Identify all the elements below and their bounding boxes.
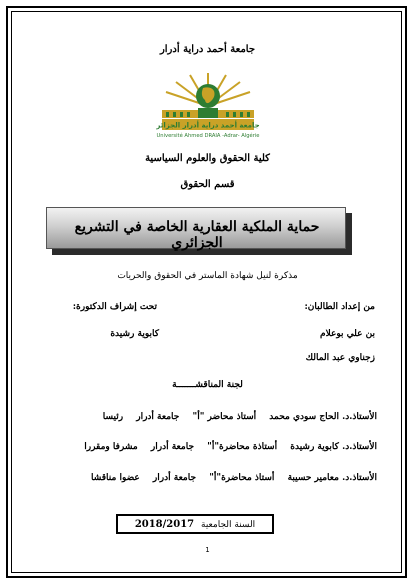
department-name: قسم الحقوق bbox=[180, 179, 235, 190]
university-name: جامعة أحمد دراية أدرار bbox=[159, 44, 256, 55]
degree-line: مذكرة لنيل شهادة الماستر في الحقوق والحريات bbox=[117, 271, 298, 281]
faculty-name: كلية الحقوق والعلوم السياسية bbox=[145, 153, 270, 164]
jury-member-institution: جامعة أدرار bbox=[136, 412, 180, 422]
academic-year-box bbox=[116, 514, 274, 534]
supervisor-name: كابوية رشيدة bbox=[110, 329, 159, 339]
jury-member-row bbox=[93, 412, 377, 422]
jury-member-role: مشرفا ومقررا bbox=[84, 442, 138, 452]
jury-member-role: رئيسا bbox=[102, 412, 124, 422]
title-banner bbox=[46, 207, 352, 255]
jury-member-institution: جامعة أدرار bbox=[152, 473, 197, 483]
jury-title: لجنة المناقشـــــــة bbox=[172, 380, 243, 390]
jury-member-name: الأستاذ.د. كابوية رشيدة bbox=[290, 442, 377, 452]
supervisor-label: تحت إشراف الدكتورة: bbox=[72, 302, 157, 312]
jury-member-rank: أستاذ محاضرة"أ" bbox=[209, 473, 275, 483]
jury-member-name: الأستاذ.د. الحاج سودي محمد bbox=[269, 412, 377, 422]
academic-year-value: 2018/2017 bbox=[134, 519, 195, 530]
jury-member-rank: أستاذ محاضر "أ" bbox=[192, 412, 257, 422]
jury-member-institution: جامعة أدرار bbox=[150, 442, 195, 452]
student-name-1: بن علي بوعلام bbox=[320, 329, 375, 339]
logo-latin-text: Université Ahmed DRAIA -Adrar- Algérie bbox=[156, 133, 260, 139]
student-name-2: زجناوي عبد المالك bbox=[305, 353, 375, 363]
academic-year-row bbox=[118, 519, 272, 530]
jury-member-rank: أستاذة محاضرة"أ" bbox=[207, 442, 278, 452]
title-banner-box bbox=[46, 207, 346, 249]
jury-member-row bbox=[81, 473, 377, 483]
jury-member-row bbox=[74, 442, 377, 452]
jury-member-role: عضوا مناقشا bbox=[90, 473, 140, 483]
page-number: 1 bbox=[205, 546, 210, 554]
students-label: من إعداد الطالبان: bbox=[304, 302, 375, 312]
academic-year-label: السنة الجامعية bbox=[201, 520, 256, 530]
jury-member-name: الأستاذ.د. معامير حسيبة bbox=[287, 473, 377, 483]
logo-arabic-text: جامعة أحمد دراية أدرار الجزائر bbox=[156, 121, 260, 130]
university-logo bbox=[148, 72, 268, 144]
thesis-title: حماية الملكية العقارية الخاصة في التشريع الجزائري bbox=[74, 219, 320, 251]
